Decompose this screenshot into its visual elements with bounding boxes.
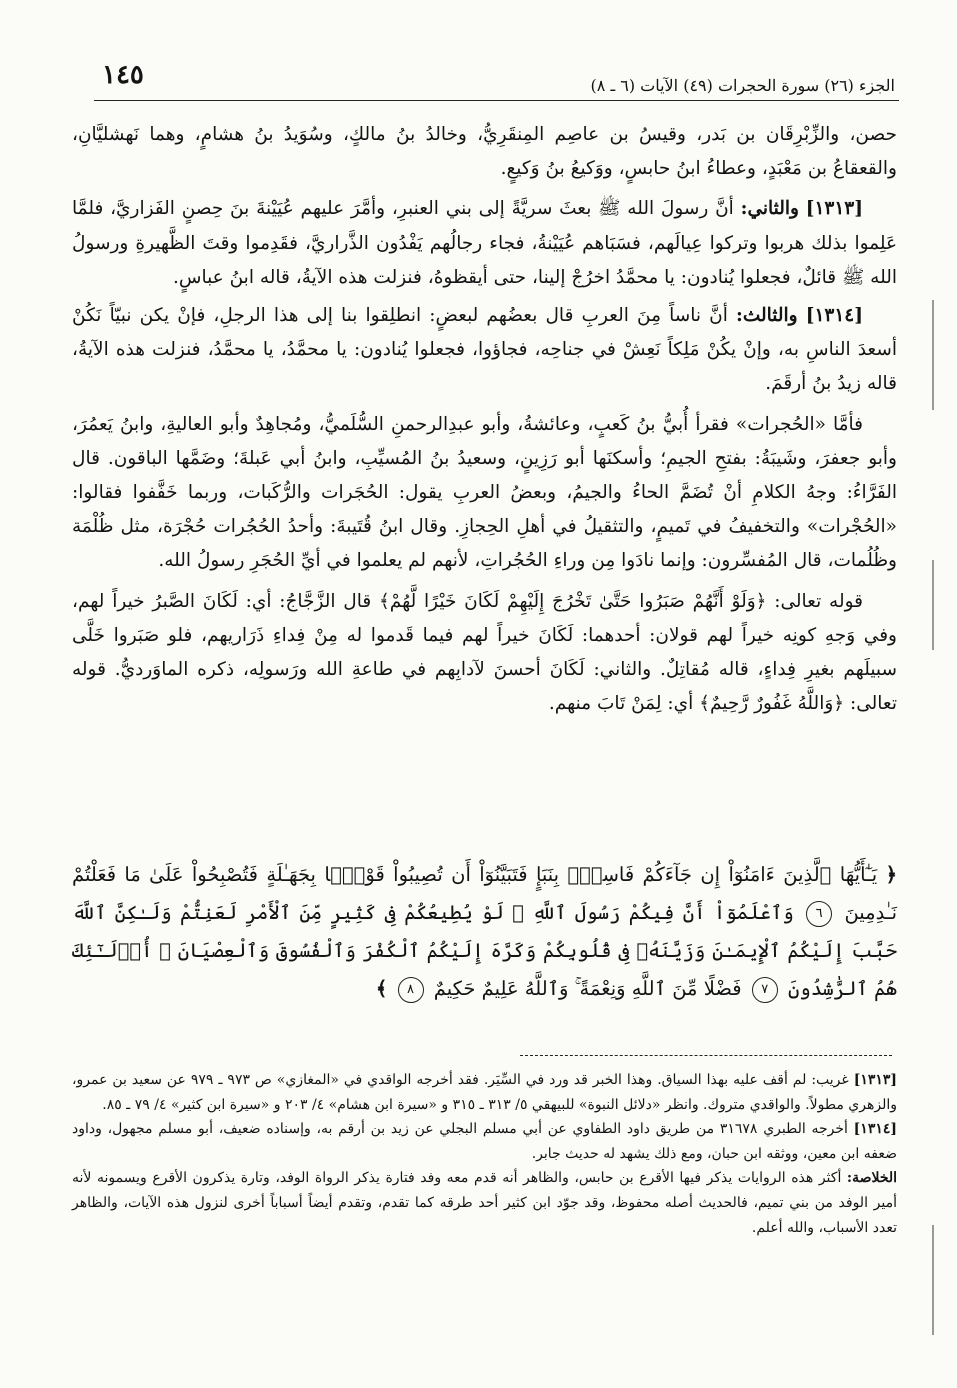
verse-text: يَـٰٓأَيُّهَا ٱلَّذِينَ ءَامَنُوٓاْ إِن جَآءَكُمْ فَاسِقٌۢ بِنَبَإٍ فَتَبَيَّنُوٓاْ أَن تُصِيبُواْ قَوْمًۢا بِجَهَـٰلَةٍ فَتُصْبِحُواْ عَلَىٰ مَا فَعَلْتُمْ نَـٰدِمِينَ [72,863,898,924]
running-title: الجزء (٢٦) سورة الحجرات (٤٩) الآيات (٦ ـ ٨) [590,76,895,95]
paragraph [72,299,897,402]
footnote-ref: [١٣١٣] [853,1072,898,1088]
paragraph [72,118,897,186]
ornate-brace-close: ﴾ [375,977,388,1000]
footnote [72,1117,897,1166]
footnote-text: أكثر هذه الروايات يذكر فيها الأقرع بن حابس، والظاهر أنه قدم معه وفد فتارة يذكر الرواة الوفد، وتارة يذكرون الأقرع ويسمونه لأنه أمير الوفد من بني تميم، فالحديث أصله محفوظ، وقد جوّد ابن كثير أحد طرقه كما تقدم، وتقدم أيضاً أسباباً أخرى لنزول هذه الآيات، والظاهر تعدد الأسباب، والله أعلم. [72,1170,897,1236]
footnote-label: الخلاصة: [846,1170,898,1187]
footnote [72,1068,897,1117]
footnote [72,1166,897,1240]
header-rule [94,100,899,101]
page-header [94,58,899,102]
paragraph-text: أنَّ رسولَ الله ﷺ بعثَ سريَّةً إلى بني العنبرِ، وأمَّرَ عليهم عُيَيْنةَ بنَ حِصنٍ الفَزاريَّ، فلمَّا عَلِموا بذلك هربوا وتركوا عِيالَهم، فسَبَاهم عُيَيْنةُ، فجاء رجالُهم يَفْدُون الذَّراريَّ، فقَدِموا وقتَ الظَّهيرةِ ورسولُ الله ﷺ قائلٌ، فجعلوا يُنادون: يا محمَّدُ اخرُجْ إلينا، حتى أيقظوهُ، فنزلت هذه الآيةُ، قاله ابنُ عباسٍ. [72,198,897,288]
paragraph-text: حصن، والزِّبْرِقَان بن بَدر، وقيسُ بن عاصِم المِنقَرِيُّ، وخالدُ بنُ مالكٍ، وسُوَيدُ بنُ هشامٍ، وهما نَهشليَّانِ، والقعقاعُ بن مَعْبَدٍ، وعطاءُ ابنُ حابسٍ، ووَكيعُ بنُ وَكيعٍ. [72,124,897,180]
hadith-ref: [١٣١٤] [805,305,863,327]
verse-text: وَٱعْلَمُوٓاْ أَنَّ فِيكُمْ رَسُولَ ٱللَّهِ ۚ لَوْ يُطِيعُكُمْ فِى كَثِيرٍ مِّنَ ٱلْأَمْرِ لَعَنِتُّمْ وَلَـٰكِنَّ ٱللَّهَ حَبَّبَ إِلَيْكُمُ ٱلْإِيمَـٰنَ وَزَيَّنَهُۥ فِى قُلُوبِكُمْ وَكَرَّهَ إِلَيْكُمُ ٱلْكُفْرَ وَٱلْفُسُوقَ وَٱلْعِصْيَانَ ۚ أُو۟لَـٰٓئِكَ هُمُ ٱلرَّٰشِدُونَ [72,901,897,1000]
ayah-number-marker: ٨ [398,977,424,1003]
paragraph-lead: والثاني: [740,198,799,220]
ayah-number-marker: ٦ [806,901,832,927]
paragraph-text: أنَّ ناساً مِنَ العربِ قال بعضُهم لبعضٍ: انطلِقوا بنا إلى هذا الرجلِ، فإنْ يكن نبيّاً نَكُنْ أسعدَ الناسِ به، وإنْ يكُنْ مَلِكاً نَعِشْ في جناحِه، فجاؤوا، فجعلوا يُنادون: يا محمَّدُ، يا محمَّدُ، فنزلت هذه الآيةُ، قاله زيدُ بنُ أرقَمَ. [72,305,897,395]
verse-text: فَضْلًا مِّنَ ٱللَّهِ وَنِعْمَةً ۚ وَٱللَّهُ عَلِيمٌ حَكِيمٌ [433,977,742,1000]
footnote-separator [520,1055,892,1056]
ornate-brace-open: ﴿ [885,863,897,886]
ayah-number-marker: ٧ [752,977,778,1003]
hadith-ref: [١٣١٣] [805,198,863,220]
scan-edge-mark [932,560,934,650]
paragraph [72,408,897,579]
footnote-text: غريب: لم أقف عليه بهذا السياق. وهذا الخبر قد ورد في السِّيَر. فقد أخرجه الواقدي في «المغازي» ص ٩٧٣ ـ ٩٧٩ عن سعيد بن عمرو، والزهري مطولاً. والواقدي متروك. وانظر «دلائل النبوة» للبيهقي ٥/ ٣١٣ ـ ٣١٥ و «سيرة ابن هشام» ٤/ ٢٠٣ و «سيرة ابن كثير» ٤/ ٧٩ ـ ٨٥. [72,1072,897,1113]
commentary-body [72,118,897,725]
paragraph-text: فأمَّا «الحُجرات» فقرأ أُبيُّ بنُ كَعبٍ، وعائشةُ، وأبو عبدِالرحمنِ السُّلَميُّ، ومُجاهِدٌ وأبو العاليةِ، وابنُ يَعمُرَ، وأبو جعفرَ، وشَيبَةُ: بفتحِ الجيمِ؛ وأسكنَها أبو رَزِينٍ، وسعيدُ بنُ المُسيِّبِ، وابنُ أبي عَبلةَ؛ وضَمَّها الباقون. قال الفَرَّاءُ: وجهُ الكلامِ أنْ تُضَمَّ الحاءُ والجيمُ، وبعضُ العربِ يقول: الحُجَرات والرُّكَبات، وربما خَفَّفوا فقالوا: «الحُجْرات» والتخفيفُ في تَميمٍ، والتثقيلُ في أهلِ الحِجازِ. وقال ابنُ قُتَيبةَ: وأحدُ الحُجُرات حُجْرَة، مثل ظُلْمَة وظُلُمات، قال المُفسِّرون: وإنما نادَوا مِن وراءِ الحُجُراتِ، لأنهم لم يعلموا في أيِّ الحُجَرِ رسولُ الله. [72,413,897,572]
paragraph-text: قوله تعالى: ﴿وَلَوْ أَنَّهُمْ صَبَرُوا حَتَّىٰ تَخْرُجَ إِلَيْهِمْ لَكَانَ خَيْرًا لَّهُمْ﴾ قال الزَّجَّاجُ: أي: لَكَانَ الصَّبرُ خيراً لهم، وفي وَجهِ كونِه خيراً لهم قولان: أحدهما: لَكَانَ خيراً لهم فيما قَدموا له مِنْ فِداءِ ذَرَاريهم، فلو صَبَروا خَلَّى سبيلَهم بغيرِ فِداءٍ، قاله مُقاتِلٌ. والثاني: لَكَانَ أحسنَ لآدابِهم في طاعةِ الله ورَسولِه، ذكره الماوَرديُّ. قوله تعالى: ﴿وَاللَّهُ غَفُورٌ رَّحِيمٌ﴾ أي: لِمَنْ تَابَ منهم. [72,590,897,715]
paragraph [72,585,897,722]
quran-verses [72,856,897,1008]
paragraph-lead: والثالث: [736,305,798,327]
paragraph [72,192,897,295]
footnote-text: أخرجه الطبري ٣١٦٧٨ من طريق داود الطفاوي عن أبي مسلم البجلي عن زيد بن أرقم به، وإسناده ضعيف، أبو مسلم مجهول، وداود ضعفه ابن معين، ووثقه ابن حبان، ومع ذلك يشهد له حديث جابر. [72,1121,897,1162]
scan-edge-mark [932,1225,934,1335]
footnotes [72,1068,897,1240]
page-number: ١٤٥ [102,60,144,90]
scan-edge-mark [932,300,934,410]
footnote-ref: [١٣١٤] [853,1121,897,1138]
